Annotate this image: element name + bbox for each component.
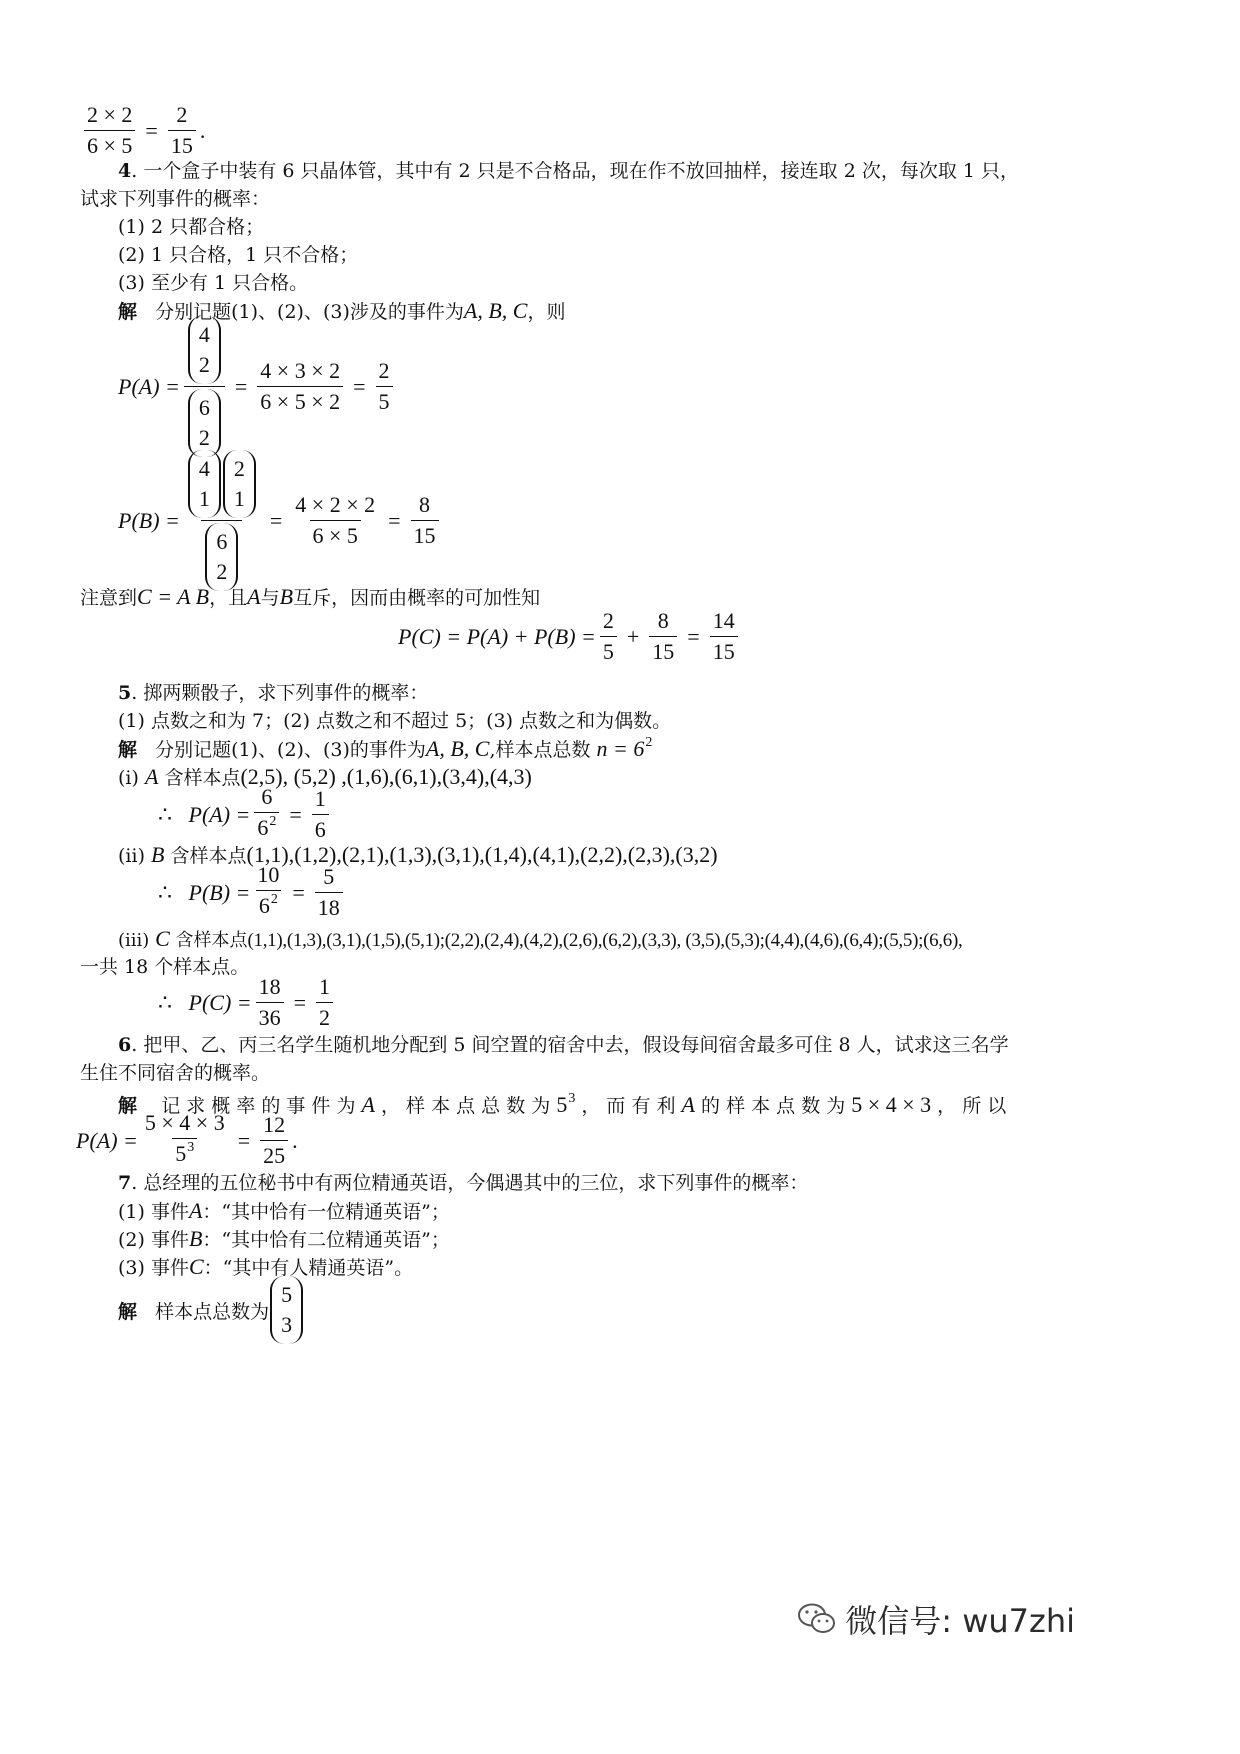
fraction: $\frac{2}{5}$ bbox=[376, 358, 393, 415]
problem-4-note: 注意到C = A B，且A与B互斥，因而由概率的可加性知 bbox=[80, 584, 541, 609]
fraction: $\frac{8}{15}$ bbox=[411, 492, 439, 549]
equation-pb-4: P(B) = 4 1 2 1 6 2 = $\frac{4 \times 2 \times 2}{6 \times 5}$ = $\frac{8}{15}$ bbox=[118, 450, 443, 591]
problem-number: 6 bbox=[118, 1034, 132, 1056]
fraction: $\frac{1}{2}$ bbox=[316, 974, 333, 1031]
binomial: 4 2 bbox=[188, 316, 221, 384]
problem-7-item-2: (2) 事件B：“其中恰有二位精通英语”； bbox=[118, 1226, 450, 1251]
fraction bbox=[184, 450, 260, 591]
fraction: $\frac{10}{6^2}$ bbox=[254, 862, 282, 923]
problem-4-item-2: (2) 1 只合格，1 只不合格； bbox=[118, 244, 359, 266]
solution-label: 解 bbox=[118, 1300, 138, 1323]
fraction: $\frac{12}{25}$ bbox=[260, 1112, 288, 1169]
problem-4-item-1: (1) 2 只都合格； bbox=[118, 216, 265, 238]
problem-7-item-3: (3) 事件C：“其中有人精通英语”。 bbox=[118, 1254, 414, 1279]
fraction: $\frac{6}{6^2}$ bbox=[254, 784, 279, 845]
binomial: 6 2 bbox=[205, 523, 238, 591]
fraction: $\frac{4 \times 3 \times 2}{6 \times 5 \times 2}$ bbox=[257, 358, 343, 415]
wechat-icon bbox=[797, 1602, 837, 1636]
binomial: 2 1 bbox=[223, 450, 256, 518]
problem-5-line-2: (1) 点数之和为 7；(2) 点数之和不超过 5；(3) 点数之和为偶数。 bbox=[118, 710, 672, 732]
equation-pa-5: ∴ P(A) = $\frac{6}{6^2}$ = $\frac{1}{6}$ bbox=[158, 784, 333, 845]
fraction: $\frac{8}{15}$ bbox=[649, 608, 677, 665]
fraction: $\frac{2}{5}$ bbox=[600, 608, 617, 665]
fraction: $\frac{5 \times 4 \times 3}{5^3}$ bbox=[142, 1110, 228, 1171]
binomial: 5 3 bbox=[270, 1276, 303, 1344]
case-iii-line-2: 一共 18 个样本点。 bbox=[80, 956, 250, 978]
binomial: 6 2 bbox=[188, 389, 221, 457]
equation-pc-5: ∴ P(C) = $\frac{18}{36}$ = $\frac{1}{2}$ bbox=[158, 974, 337, 1031]
problem-4-solution: 解 分别记题(1)、(2)、(3)涉及的事件为A, B, C，则 bbox=[118, 298, 566, 323]
problem-4-line-2: 试求下列事件的概率： bbox=[80, 188, 271, 210]
fraction bbox=[184, 316, 225, 457]
equation-pb-5: ∴ P(B) = $\frac{10}{6^2}$ = $\frac{5}{18}$ bbox=[158, 862, 347, 923]
fraction: $\frac{2}{15}$ bbox=[168, 102, 196, 159]
problem-5-line-1: 5. 掷两颗骰子，求下列事件的概率： bbox=[118, 682, 429, 704]
case-i: (ⅰ) A 含样本点(2,5), (5,2) ,(1,6),(6,1),(3,4),(4,3) bbox=[118, 764, 532, 789]
problem-number: 5 bbox=[118, 682, 132, 704]
problem-6-solution: 解 记 求 概 率 的 事 件 为 A ， 样 本 点 总 数 为 $5^3$ ， 而 有 利 A 的 样 本 点 数 为 5 × 4 × 3 ， 所 以 bbox=[118, 1091, 1007, 1117]
watermark-text: 微信号: wu7zhi bbox=[845, 1602, 1075, 1640]
solution-label: 解 bbox=[118, 1095, 138, 1117]
case-ii: (ⅱ) B 含样本点(1,1),(1,2),(2,1),(1,3),(3,1),(1,4),(4,1),(2,2),(2,3),(3,2) bbox=[118, 842, 718, 867]
fraction: $\frac{2 \times 2}{6 \times 5}$ bbox=[84, 102, 135, 159]
problem-4-item-3: (3) 至少有 1 只合格。 bbox=[118, 272, 309, 294]
equation-pa-4: P(A) = 4 2 6 2 = $\frac{4 \times 3 \times 2}{6 \times 5 \times 2}$ = $\frac{2}{5}$ bbox=[118, 316, 397, 457]
problem-number: 7 bbox=[118, 1172, 132, 1194]
equation-pc-4: P(C) = P(A) + P(B) = $\frac{2}{5}$ + $\frac{8}{15}$ = $\frac{14}{15}$ bbox=[398, 608, 742, 665]
problem-7-line-1: 7. 总经理的五位秘书中有两位精通英语，今偶遇其中的三位，求下列事件的概率： bbox=[118, 1172, 809, 1194]
fraction: $\frac{4 \times 2 \times 2}{6 \times 5}$ bbox=[295, 492, 376, 548]
fraction: $\frac{5}{18}$ bbox=[315, 864, 343, 921]
fraction: $\frac{18}{36}$ bbox=[256, 974, 284, 1031]
problem-7-solution: 解 样本点总数为 5 3 bbox=[118, 1276, 304, 1344]
binomial: 4 1 bbox=[188, 450, 221, 518]
problem-7-item-1: (1) 事件A：“其中恰有一位精通英语”； bbox=[118, 1198, 450, 1223]
solution-label: 解 bbox=[118, 301, 138, 323]
case-iii: (ⅲ) C 含样本点(1,1),(1,3),(3,1),(1,5),(5,1);(2,2),(2,4),(4,2),(2,6),(6,2),(3,3), (3,5),(5,3);(4,4),(4,6),(6,4);(5,5);(6,6), bbox=[118, 926, 963, 951]
top-equation: $\frac{2 \times 2}{6 \times 5}$ = $\frac{2}{15}$ . bbox=[80, 102, 205, 159]
problem-6-line-1: 6. 把甲、乙、丙三名学生随机地分配到 5 间空置的宿舍中去，假设每间宿舍最多可住 8 人，试求这三名学 bbox=[118, 1034, 1009, 1056]
fraction: $\frac{1}{6}$ bbox=[312, 786, 329, 843]
problem-number: 4 bbox=[118, 160, 132, 182]
solution-label: 解 bbox=[118, 739, 138, 761]
problem-4-line-1: 4. 一个盒子中装有 6 只晶体管，其中有 2 只是不合格品，现在作不放回抽样，接连取 2 次，每次取 1 只， bbox=[118, 160, 1019, 182]
problem-5-solution: 解 分别记题(1)、(2)、(3)的事件为A, B, C,样本点总数 $n = 6^2$ bbox=[118, 735, 653, 761]
problem-6-line-2: 生住不同宿舍的概率。 bbox=[80, 1062, 271, 1084]
fraction: $\frac{14}{15}$ bbox=[710, 608, 738, 665]
watermark bbox=[797, 1596, 1075, 1642]
equation-pa-6: P(A) = $\frac{5 \times 4 \times 3}{5^3}$ = $\frac{12}{25}$ . bbox=[76, 1110, 298, 1171]
